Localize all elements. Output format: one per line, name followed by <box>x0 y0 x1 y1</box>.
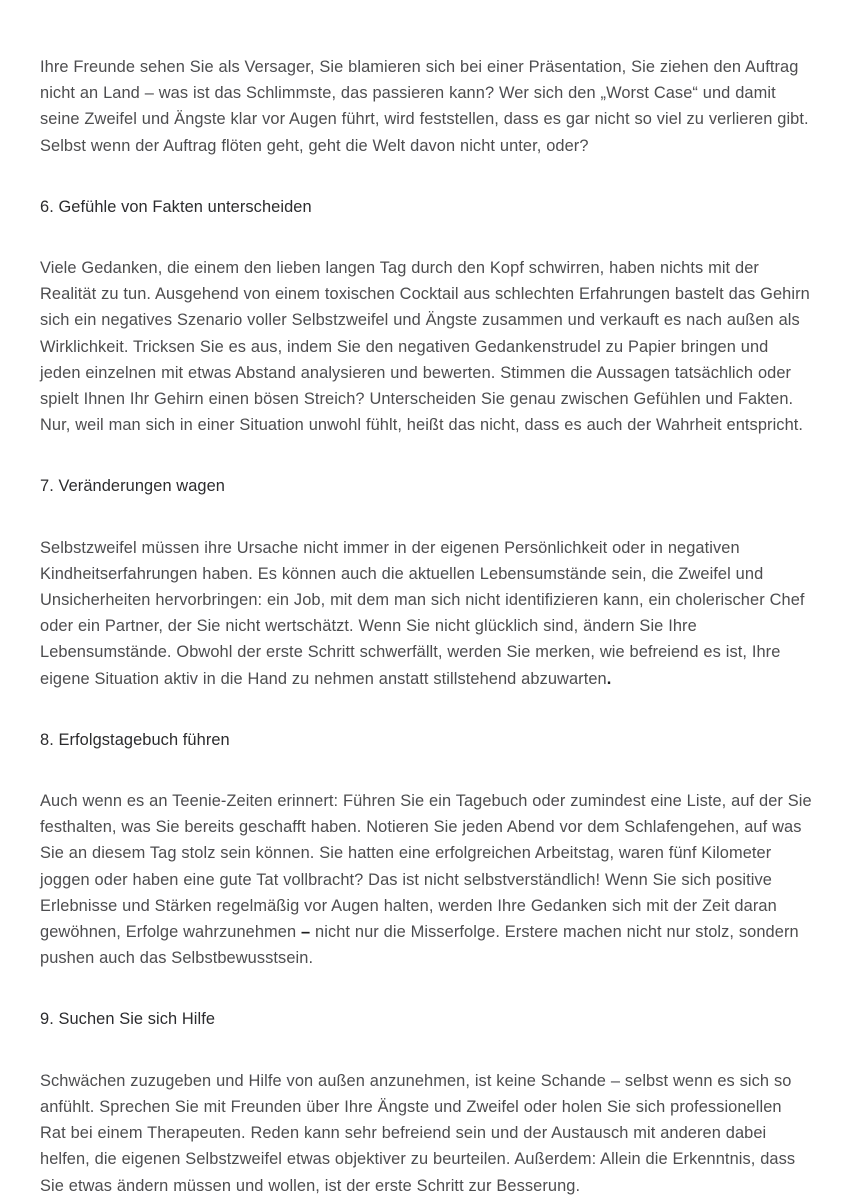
section-paragraph-7-terminator: . <box>606 669 612 688</box>
section-heading-8: 8. Erfolgstagebuch führen <box>40 730 230 749</box>
spacer <box>40 971 812 1006</box>
spacer <box>40 220 812 255</box>
section-paragraph-8-text-before-dash: Auch wenn es an Teenie-Zeiten erinnert: Führen Sie ein Tagebuch oder zumindest eine Liste, auf der Sie festhalten, was Sie bereits geschafft haben. Notieren Sie jeden Abend vor dem Schlafengehen, auf was Sie an diesem Tag stolz sein können. Sie hatten eine erfolgreichen Arbeitstag, waren fünf Kilometer joggen oder haben eine gute Tat vollbracht? Das ist nicht selbstverständlich! Wenn Sie sich positive Erlebnisse und Stärken regelmäßig vor Augen halten, werden Ihre Gedanken sich mit der Zeit daran gewöhnen, Erfolge wahrzunehmen <box>40 792 812 942</box>
section-paragraph-6: Viele Gedanken, die einem den lieben langen Tag durch den Kopf schwirren, haben nichts mit der Realität zu tun. Ausgehend von einem toxischen Cocktail aus schlechten Erfahrungen bastelt das Gehirn sich ein negatives Szenario voller Selbstzweifel und Ängste zusammen und verkauft es nach außen als Wirklichkeit. Tricksen Sie es aus, indem Sie den negativen Gedankenstrudel zu Papier bringen und jeden einzelnen mit etwas Abstand analysieren und bewerten. Stimmen die Aussagen tatsächlich oder spielt Ihnen Ihr Gehirn einen bösen Streich? Unterscheiden Sie genau zwischen Gefühlen und Fakten. Nur, weil man sich in einer Situation unwohl fühlt, heißt das nicht, dass es auch der Wahrheit entspricht. <box>40 259 810 435</box>
section-heading-7: 7. Veränderungen wagen <box>40 477 225 496</box>
spacer <box>40 1033 812 1068</box>
intro-paragraph: Ihre Freunde sehen Sie als Versager, Sie blamieren sich bei einer Präsentation, Sie ziehen den Auftrag nicht an Land – was ist das Schlimmste, das passieren kann? Wer sich den „Worst Case“ und damit seine Zweifel und Ängste klar vor Augen führt, wird feststellen, dass es gar nicht so viel zu verlieren gibt. Selbst wenn der Auftrag flöten geht, geht die Welt davon nicht unter, oder? <box>40 58 809 155</box>
section-heading-9: 9. Suchen Sie sich Hilfe <box>40 1010 216 1029</box>
section-paragraph-9: Schwächen zuzugeben und Hilfe von außen anzunehmen, ist keine Schande – selbst wenn es sich so anfühlt. Sprechen Sie mit Freunden über Ihre Ängste und Zweifel oder holen Sie sich professionellen Rat bei einem Therapeuten. Reden kann sehr befreiend sein und der Austausch mit anderen dabei helfen, die eigenen Selbstzweifel etwas objektiver zu beurteilen. Außerdem: Allein die Erkenntnis, dass Sie etwas ändern müssen und wollen, ist der erste Schritt zur Besserung. <box>40 1071 796 1195</box>
spacer <box>40 159 812 194</box>
document-body <box>40 54 812 1199</box>
spacer <box>40 753 812 788</box>
section-paragraph-8-text-after-dash: nicht nur die Misserfolge. Erstere machen nicht nur stolz, sondern pushen auch das Selbstbewusstsein. <box>40 923 799 968</box>
spacer <box>40 692 812 727</box>
section-paragraph-8 <box>40 788 812 971</box>
spacer <box>40 500 812 535</box>
section-heading-6: 6. Gefühle von Fakten unterscheiden <box>40 197 312 216</box>
section-paragraph-7-text: Selbstzweifel müssen ihre Ursache nicht immer in der eigenen Persönlichkeit oder in negativen Kindheitserfahrungen haben. Es können auch die aktuellen Lebensumstände sein, die Zweifel und Unsicherheiten hervorbringen: ein Job, mit dem man sich nicht identifizieren kann, ein cholerischer Chef oder ein Partner, der Sie nicht wertschätzt. Wenn Sie nicht glücklich sind, ändern Sie Ihre Lebensumstände. Obwohl der erste Schritt schwerfällt, werden Sie merken, wie befreiend es ist, Ihre eigene Situation aktiv in die Hand zu nehmen anstatt stillstehend abzuwarten <box>40 538 805 688</box>
section-paragraph-8-dash: – <box>301 923 311 942</box>
spacer <box>40 438 812 473</box>
section-paragraph-7 <box>40 535 812 692</box>
